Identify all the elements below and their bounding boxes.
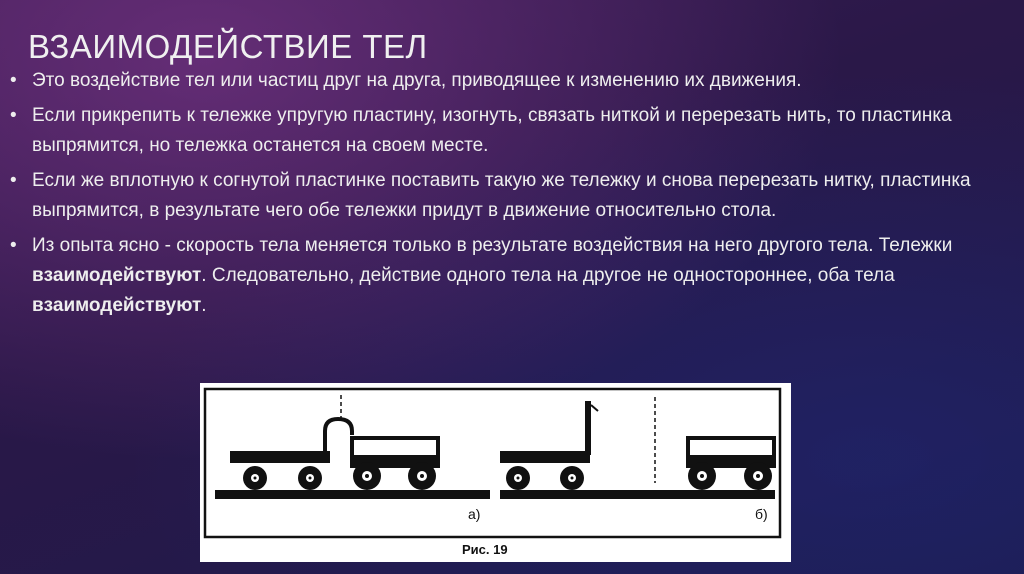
cart-left-a bbox=[230, 451, 330, 463]
bullet-text-part: Из опыта ясно - скорость тела меняется только в результате воздействия на него другого тела. Тележки bbox=[32, 235, 953, 256]
slide-title: ВЗАИМОДЕЙСТВИЕ ТЕЛ bbox=[28, 28, 428, 65]
bullet-text: Если прикрепить к тележке упругую пластину, изогнуть, связать ниткой и перерезать нить, то пластинка выпрямится, но тележка останется на своем месте. bbox=[32, 105, 952, 156]
bullet-item bbox=[10, 231, 1000, 321]
bullet-text-part: . bbox=[201, 295, 207, 316]
bullet-item bbox=[10, 166, 1000, 226]
bullet-text: Это воздействие тел или частиц друг на друга, приводящее к изменению их движения. bbox=[32, 70, 802, 91]
table-surface-a bbox=[215, 490, 490, 499]
cart-left-b bbox=[500, 451, 590, 463]
bold-term: взаимодействуют bbox=[32, 265, 202, 286]
bullet-item bbox=[10, 101, 1000, 161]
bent-plate-a bbox=[325, 419, 352, 451]
straight-plate-b bbox=[585, 401, 591, 455]
label-b: б) bbox=[755, 506, 768, 522]
bullet-list bbox=[10, 66, 1000, 326]
experiment-figure bbox=[200, 383, 791, 562]
bold-term: взаимодействуют bbox=[32, 295, 202, 316]
label-a: а) bbox=[468, 506, 481, 522]
bullet-text-part: . Следовательно, действие одного тела на другое не одностороннее, оба тела bbox=[201, 265, 895, 286]
table-surface-b bbox=[500, 490, 775, 499]
carts-diagram bbox=[200, 383, 791, 562]
bullet-item bbox=[10, 66, 1000, 96]
bullet-text: Если же вплотную к согнутой пластинке поставить такую же тележку и снова перерезать нитку, пластинка выпрямится, в результате чего обе тележки придут в движение относительно стола. bbox=[32, 170, 971, 221]
figure-caption: Рис. 19 bbox=[462, 542, 508, 557]
